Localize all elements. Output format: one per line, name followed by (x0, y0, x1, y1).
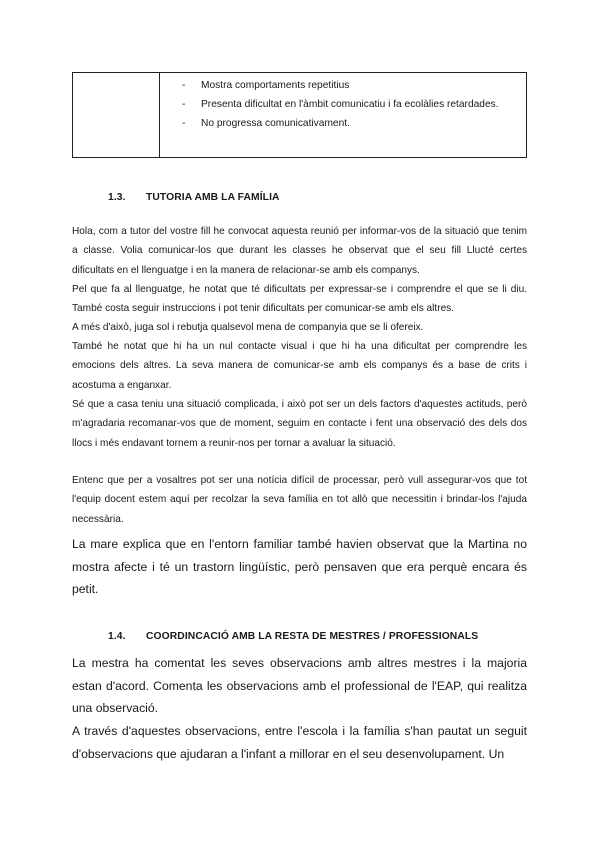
paragraph: Entenc que per a vosaltres pot ser una notícia difícil de processar, però vull assegurar-vos que tot l'equip docent estem aquí per recolzar la seva família en tot allò que necessitin i brindar-los l'ajuda necessària. (72, 475, 527, 525)
table-right-cell (160, 73, 526, 157)
paragraph: A més d'això, juga sol i rebutja qualsevol mena de companyia que se li ofereix. (72, 322, 424, 333)
section-heading-1-4 (108, 631, 478, 642)
bullet-dash: - (182, 99, 186, 110)
section-heading-1-3 (108, 192, 280, 203)
list-item (182, 76, 518, 95)
section-number: 1.4. (108, 631, 126, 642)
list-item (182, 95, 518, 114)
section-number: 1.3. (108, 192, 126, 203)
bullet-text: Mostra comportaments repetitius (201, 80, 350, 91)
section-title: COORDINCACIÓ AMB LA RESTA DE MESTRES / PROFESSIONALS (146, 631, 479, 642)
bullet-dash: - (182, 118, 186, 129)
paragraph: També he notat que hi ha un nul contacte visual i que hi ha una dificultat per comprendre les emocions dels altres. La seva manera de comunicar-se amb els companys és a base de crits i acostuma a enganxar. (72, 341, 527, 391)
paragraph: La mare explica que en l'entorn familiar també havien observat que la Martina no mostra afecte i té un trastorn lingüístic, però pensaven que era perquè encara és petit. (72, 537, 527, 596)
list-item (182, 114, 518, 133)
bullet-text: Presenta dificultat en l'àmbit comunicatiu i fa ecolàlies retardades. (201, 99, 499, 110)
paragraph: Pel que fa al llenguatge, he notat que té dificultats per expressar-se i comprendre el que se li diu. També costa seguir instruccions i pot tenir dificultats per comunicar-se amb els altres. (72, 284, 527, 315)
paragraph: A través d'aquestes observacions, entre l'escola i la família s'han pautat un seguit d'observacions que ajudaran a l'infant a millorar en el seu desenvolupament. Un (72, 724, 527, 761)
observation-table (72, 72, 527, 158)
paragraph: La mestra ha comentat les seves observacions amb altres mestres i la majoria estan d'acord. Comenta les observacions amb el professional de l'EAP, qui realitza una observació. (72, 656, 527, 715)
section-title: TUTORIA AMB LA FAMÍLIA (146, 192, 280, 203)
bullet-text: No progressa comunicativament. (201, 118, 350, 129)
paragraph: Hola, com a tutor del vostre fill he convocat aquesta reunió per informar-vos de la situació que tenim a classe. Volia comunicar-los que durant les classes he observat que el seu fill Llucté certes dificultats en el llenguatge i en la manera de relacionar-se amb els companys. (72, 226, 527, 276)
table-left-cell (73, 73, 160, 157)
paragraph: Sé que a casa teniu una situació complicada, i això pot ser un dels factors d'aquestes actituds, però m'agradaria recomanar-vos que de moment, seguim en contacte i fent una observació des dels dos llocs i més endavant tornem a reunir-nos per tornar a avaluar la situació. (72, 399, 527, 449)
bullet-dash: - (182, 80, 186, 91)
